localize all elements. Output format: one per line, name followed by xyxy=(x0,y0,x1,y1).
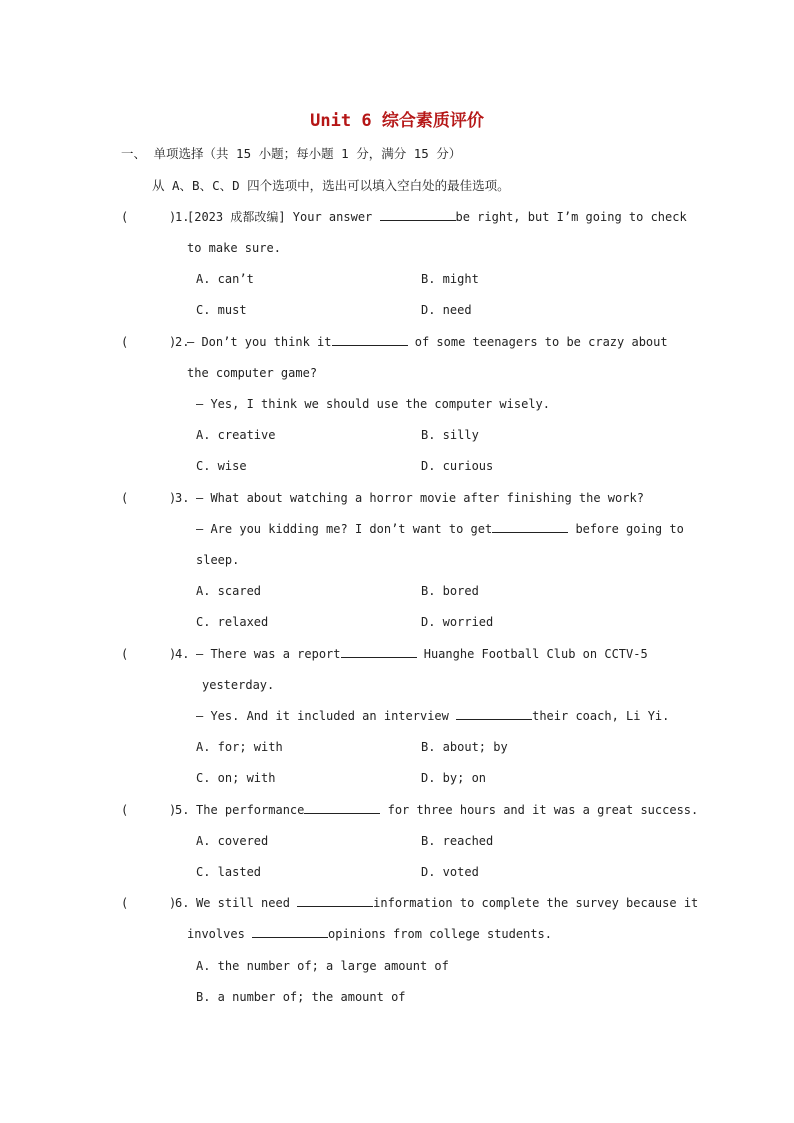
answer-blank xyxy=(332,334,408,346)
option-d: D. worried xyxy=(421,615,494,629)
section-heading: 一、 单项选择（共 15 小题；每小题 1 分，满分 15 分） xyxy=(121,146,462,161)
question-text: The performance for three hours and it was a great success. xyxy=(196,803,699,817)
dialogue-reply: — Yes, I think we should use the computer wisely. xyxy=(196,397,551,411)
answer-blank xyxy=(380,209,456,221)
dialogue-reply: — Are you kidding me? I don’t want to get before going to xyxy=(196,522,684,536)
answer-blank xyxy=(297,895,373,907)
question-text-continued: to make sure. xyxy=(187,241,281,255)
question-number: 2. xyxy=(175,335,190,349)
question-text: [2023 成都改编] Your answer be right, but I’m going to check xyxy=(187,210,687,224)
option-c: C. lasted xyxy=(196,865,262,879)
option-b: B. a number of; the amount of xyxy=(196,990,406,1004)
option-d: D. curious xyxy=(421,459,494,473)
option-a: A. scared xyxy=(196,584,262,598)
question-text: We still need information to complete the survey because it xyxy=(196,896,699,910)
option-b: B. might xyxy=(421,272,479,286)
option-a: A. for; with xyxy=(196,740,283,754)
section-instruction: 从 A、B、C、D 四个选项中，选出可以填入空白处的最佳选项。 xyxy=(152,178,510,193)
question-text-continued: the computer game? xyxy=(187,366,318,380)
dialogue-reply-continued: sleep. xyxy=(196,553,240,567)
page-title: Unit 6 综合素质评价 xyxy=(310,111,484,131)
question-text-continued: yesterday. xyxy=(202,678,275,692)
question-number: 6. xyxy=(175,896,190,910)
option-a: A. the number of; a large amount of xyxy=(196,959,449,973)
option-d: D. by; on xyxy=(421,771,487,785)
option-c: C. on; with xyxy=(196,771,276,785)
dialogue-reply: — Yes. And it included an interview their coach, Li Yi. xyxy=(196,709,670,723)
option-d: D. need xyxy=(421,303,472,317)
question-text-continued: involves opinions from college students. xyxy=(187,927,552,941)
option-c: C. wise xyxy=(196,459,247,473)
question-number: 1. xyxy=(175,210,190,224)
option-b: B. about; by xyxy=(421,740,508,754)
answer-blank xyxy=(456,708,532,720)
option-b: B. bored xyxy=(421,584,479,598)
option-a: A. can’t xyxy=(196,272,254,286)
question-text: — What about watching a horror movie after finishing the work? xyxy=(196,491,644,505)
option-b: B. reached xyxy=(421,834,494,848)
question-text: — Don’t you think it of some teenagers to be crazy about xyxy=(187,335,668,349)
question-number: 4. xyxy=(175,647,190,661)
option-b: B. silly xyxy=(421,428,479,442)
option-c: C. must xyxy=(196,303,247,317)
option-a: A. covered xyxy=(196,834,269,848)
answer-blank xyxy=(252,926,328,938)
question-text: — There was a report Huanghe Football Club on CCTV-5 xyxy=(196,647,648,661)
question-number: 5. xyxy=(175,803,190,817)
answer-blank xyxy=(304,802,380,814)
question-number: 3. xyxy=(175,491,190,505)
option-d: D. voted xyxy=(421,865,479,879)
option-c: C. relaxed xyxy=(196,615,269,629)
answer-blank xyxy=(341,646,417,658)
answer-blank xyxy=(492,521,568,533)
option-a: A. creative xyxy=(196,428,276,442)
